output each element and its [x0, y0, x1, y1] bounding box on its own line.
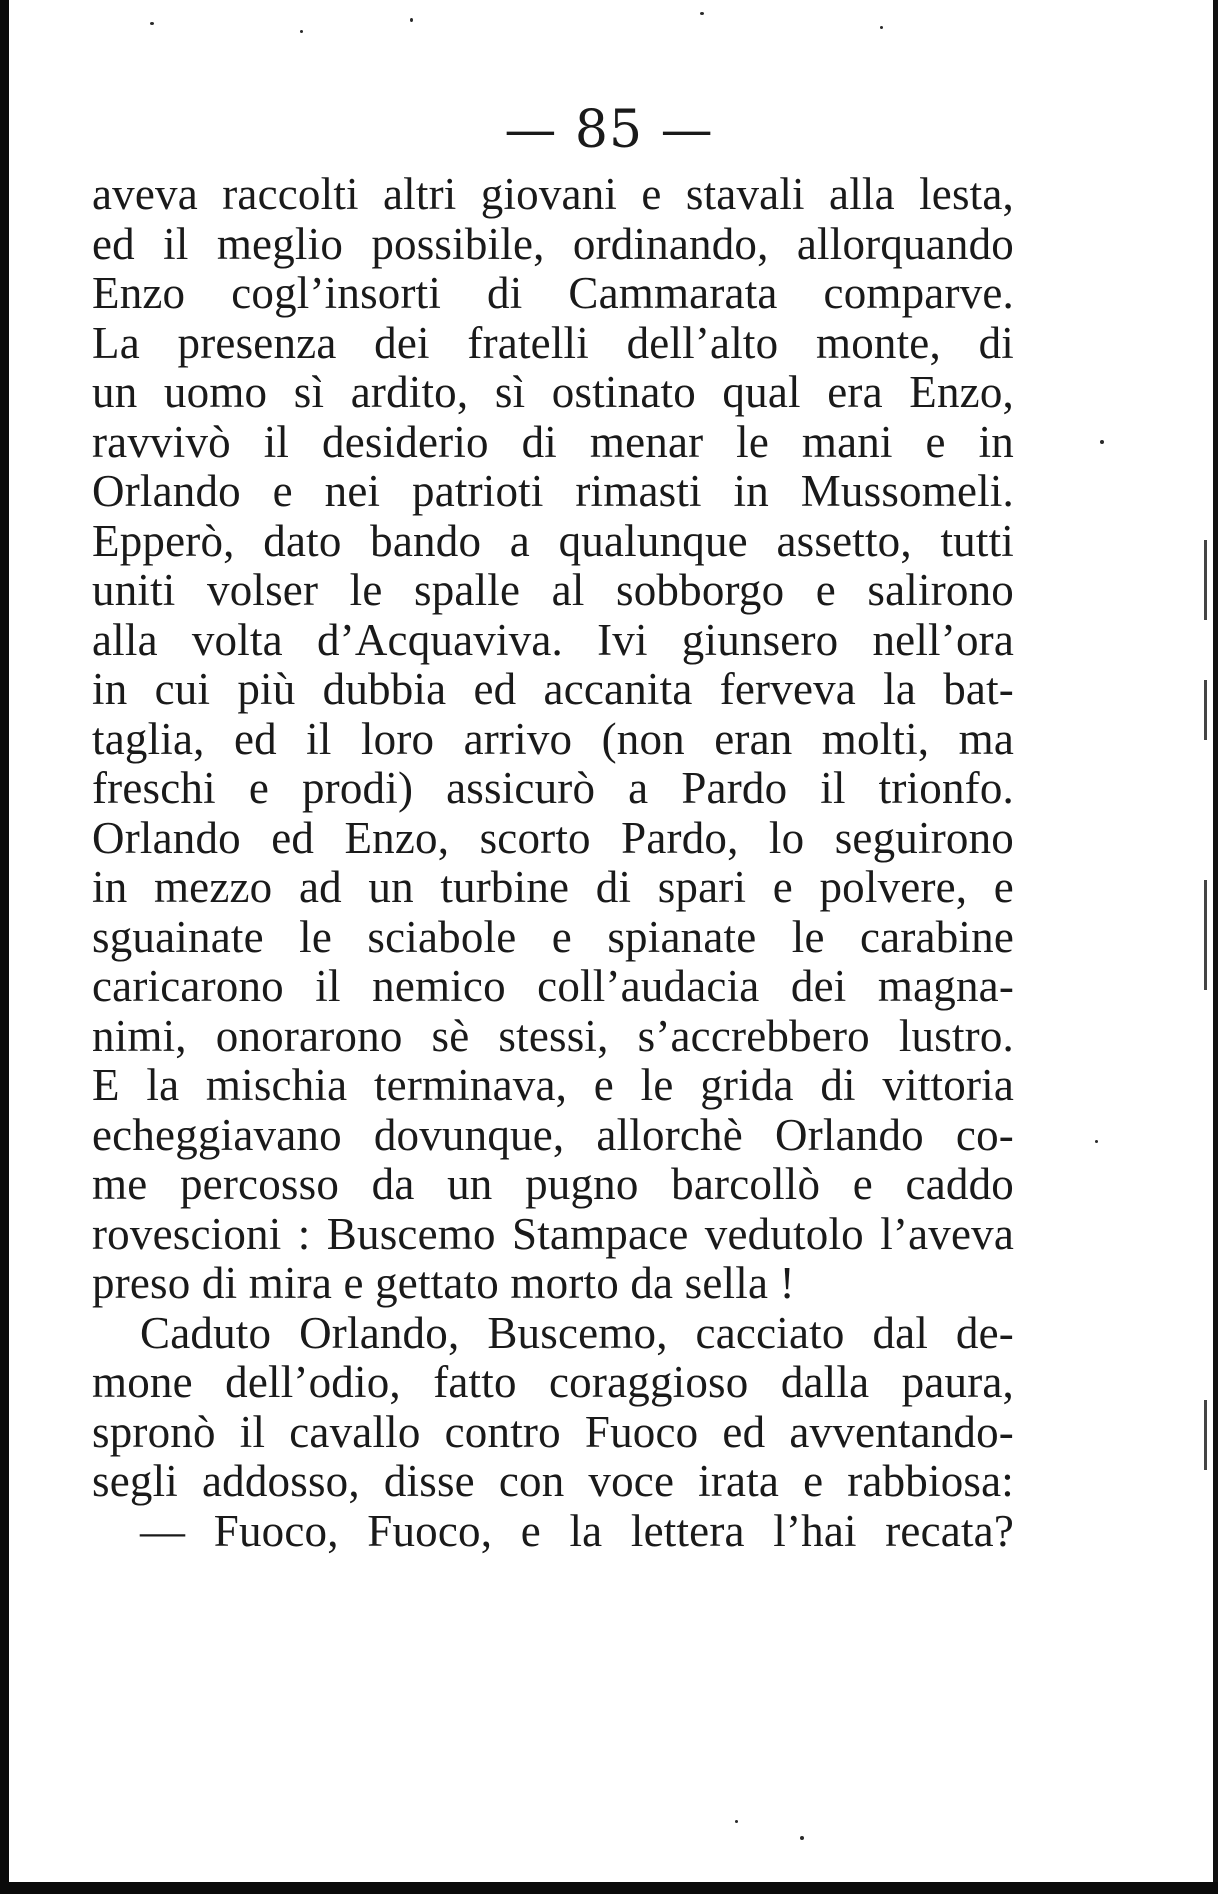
text-line: sguainate le sciabole e spianate le carabine	[92, 912, 1014, 962]
body-text	[92, 170, 1014, 1556]
scan-speck	[735, 1820, 738, 1823]
page-number: — 85 —	[504, 100, 714, 160]
text-line: alla volta d’Acquaviva. Ivi giunsero nell’ora	[92, 615, 1014, 665]
scan-speck	[700, 12, 704, 15]
text-line: echeggiavano dovunque, allorchè Orlando co-	[92, 1110, 1014, 1160]
text-line: in mezzo ad un turbine di spari e polvere, e	[92, 863, 1014, 912]
text-line: Caduto Orlando, Buscemo, cacciato dal de-	[140, 1308, 1014, 1358]
text-line: Orlando ed Enzo, scorto Pardo, lo seguirono	[92, 813, 1014, 863]
text-line: un uomo sì ardito, sì ostinato qual era Enzo,	[92, 368, 1014, 417]
scan-bottom-border	[0, 1882, 1218, 1894]
text-line: segli addosso, disse con voce irata e rabbiosa:	[92, 1457, 1014, 1506]
text-line: nimi, onorarono sè stessi, s’accrebbero lustro.	[92, 1011, 1014, 1061]
text-line: ravvivò il desiderio di menar le mani e in	[92, 417, 1014, 467]
text-line: uniti volser le spalle al sobborgo e salirono	[92, 566, 1014, 615]
scan-speck	[410, 18, 413, 22]
text-line: aveva raccolti altri giovani e stavali alla lesta,	[92, 170, 1014, 219]
text-line: spronò il cavallo contro Fuoco ed avventando-	[92, 1407, 1014, 1457]
text-line: ed il meglio possibile, ordinando, allorquando	[92, 219, 1014, 269]
text-line: Epperò, dato bando a qualunque assetto, tutti	[92, 516, 1014, 566]
text-line: caricarono il nemico coll’audacia dei magna-	[92, 962, 1014, 1011]
text-line: freschi e prodi) assicurò a Pardo il trionfo.	[92, 764, 1014, 813]
scan-speck	[880, 26, 883, 29]
scan-speck	[1100, 440, 1104, 444]
text-line: rovescioni : Buscemo Stampace vedutolo l’aveva	[92, 1209, 1014, 1259]
text-line: me percosso da un pugno barcollò e caddo	[92, 1160, 1014, 1209]
text-line: E la mischia terminava, e le grida di vittoria	[92, 1061, 1014, 1110]
text-line: taglia, ed il loro arrivo (non eran molti, ma	[92, 714, 1014, 764]
scan-left-border	[0, 0, 9, 1894]
scan-speck	[150, 22, 154, 25]
text-line: mone dell’odio, fatto coraggioso dalla paura,	[92, 1358, 1014, 1407]
text-line: — Fuoco, Fuoco, e la lettera l’hai recata?	[140, 1506, 1014, 1556]
text-line: Enzo cogl’insorti di Cammarata comparve.	[92, 269, 1014, 318]
scan-right-border	[1213, 0, 1218, 1894]
scan-edge-marks	[1190, 540, 1212, 1640]
scan-speck	[1095, 1140, 1098, 1143]
text-line: preso di mira e gettato morto da sella !	[92, 1259, 795, 1308]
scan-speck	[800, 1836, 804, 1840]
text-line: Orlando e nei patrioti rimasti in Mussomeli.	[92, 467, 1014, 516]
scan-speck	[300, 30, 303, 33]
text-line: in cui più dubbia ed accanita ferveva la bat-	[92, 665, 1014, 714]
text-line: La presenza dei fratelli dell’alto monte, di	[92, 318, 1014, 368]
